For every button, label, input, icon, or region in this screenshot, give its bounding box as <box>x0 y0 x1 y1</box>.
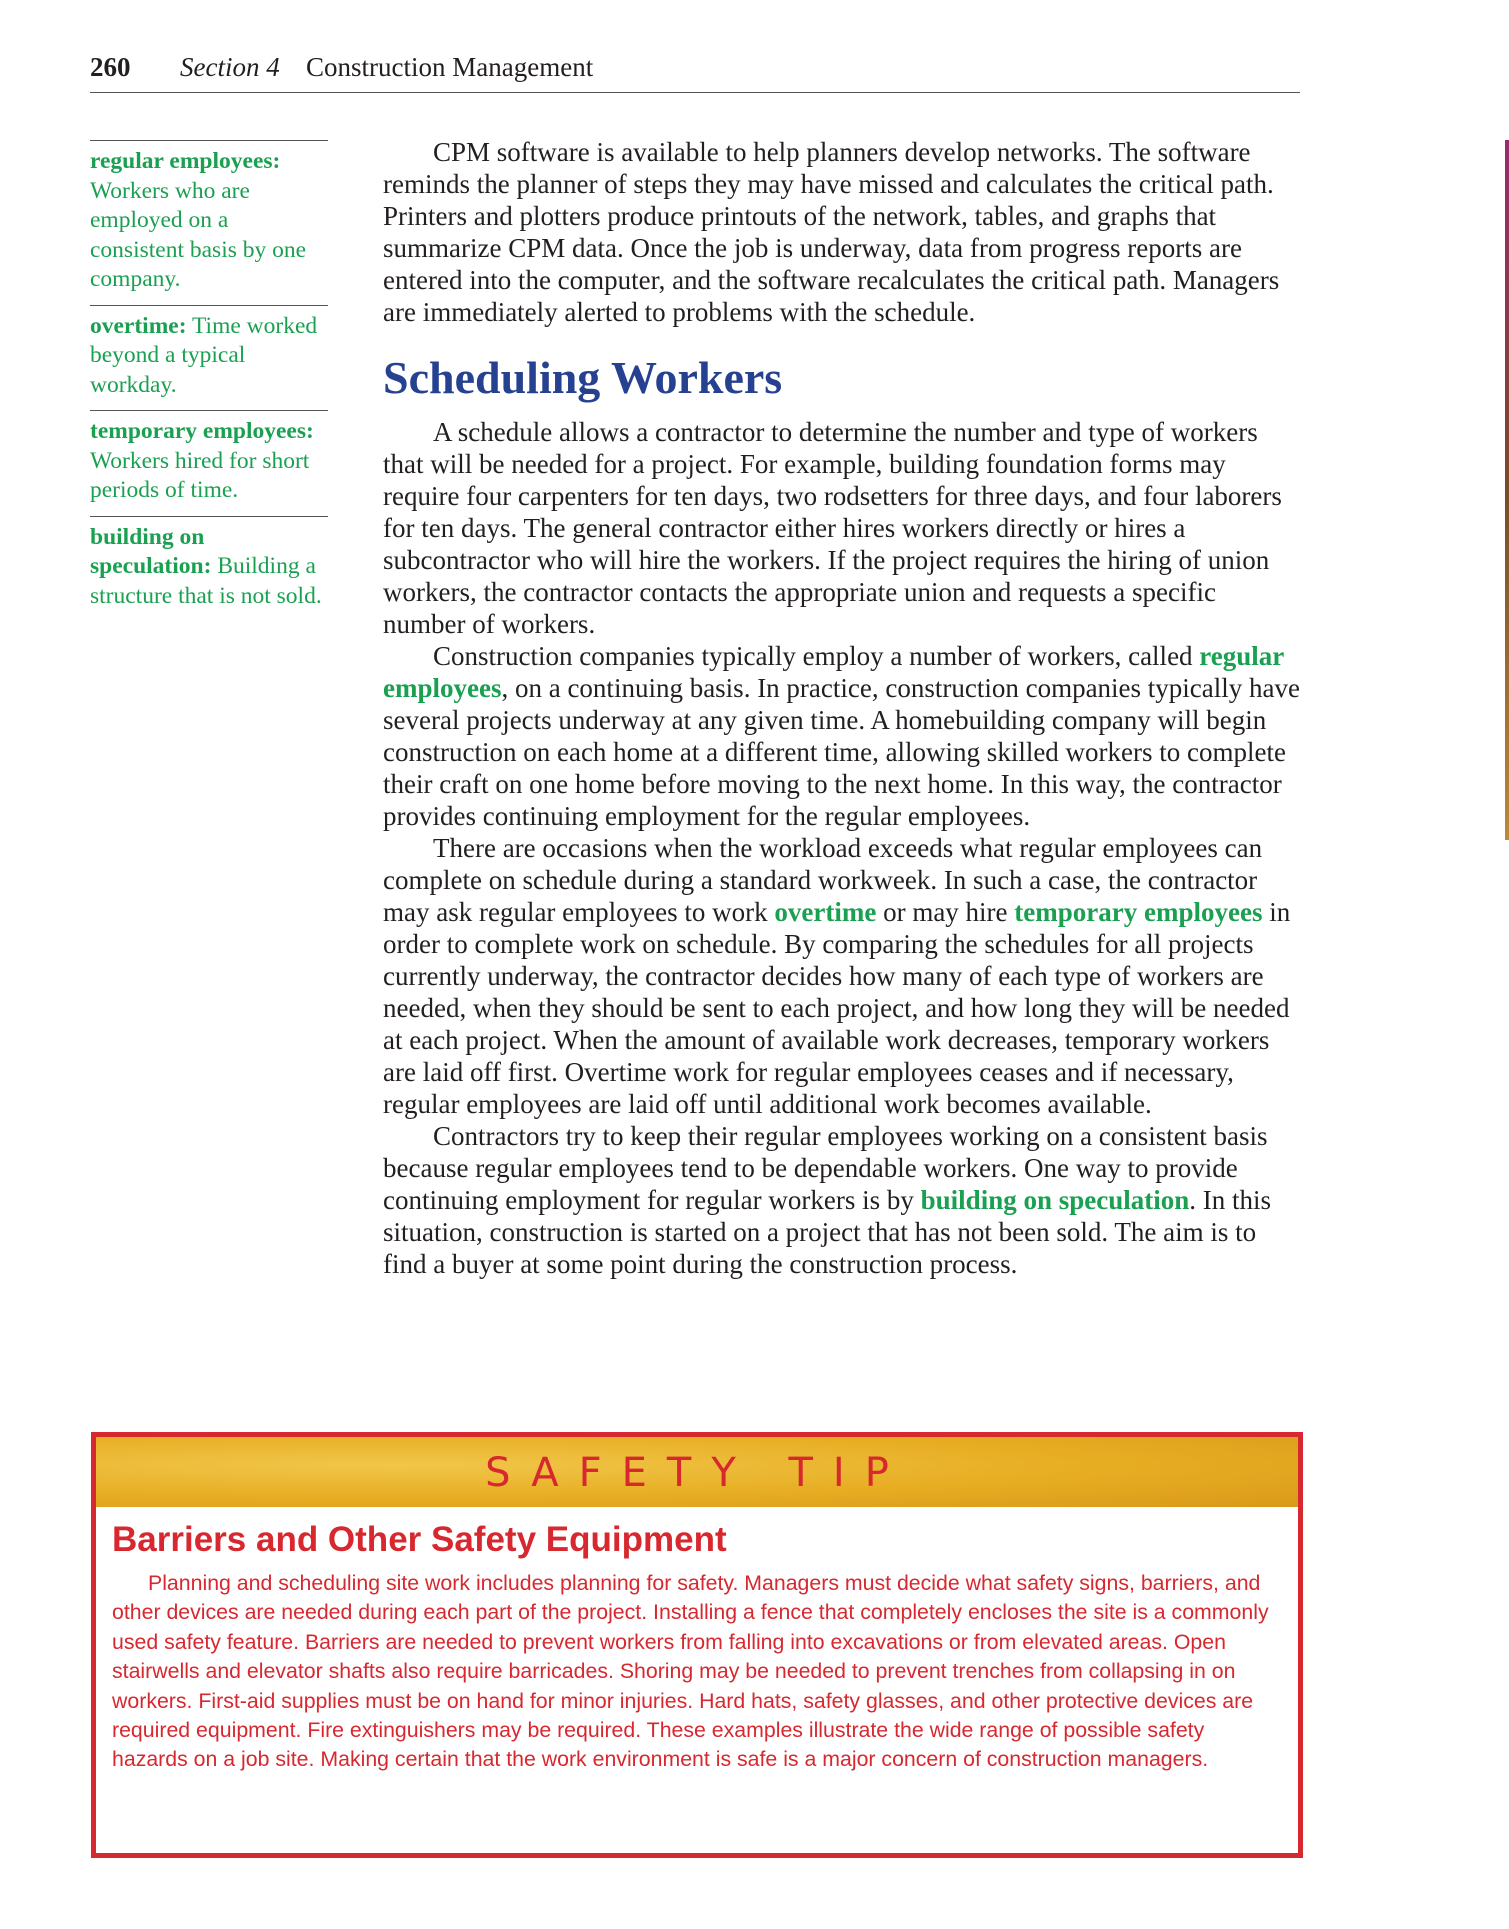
glossary-entry-building-on-speculation <box>90 516 328 622</box>
paragraph-3 <box>383 832 1301 1120</box>
keyword-regular-employees: regular employees <box>383 641 1284 703</box>
glossary-definition: Workers hired for short periods of time. <box>90 447 310 503</box>
glossary-entry-overtime <box>90 305 328 411</box>
glossary-entry-regular-employees <box>90 140 328 305</box>
glossary-definition: Building a structure that is not sold. <box>90 553 322 609</box>
glossary-term: building on speculation: <box>90 523 212 579</box>
text-run: in order to complete work on schedule. By comparing the schedules for all projects currently underway, the contractor decides how many of each type of workers are needed, when they should be sent to each project, and how long they will be needed at each project. When the amount of available work decreases, temporary workers are laid off first. Overtime work for regular employees ceases and if necessary, regular employees are laid off until additional work becomes available. <box>383 897 1291 1119</box>
glossary-entry-temporary-employees <box>90 410 328 516</box>
text-run: Contractors try to keep their regular employees working on a consistent basis because regular employees tend to be dependable workers. One way to provide continuing employment for regular workers is by <box>383 1121 1268 1215</box>
keyword-building-on-speculation: building on speculation <box>920 1185 1190 1215</box>
text-run: . In this situation, construction is started on a project that has not been sold. The aim is to find a buyer at some point during the construction process. <box>383 1185 1272 1279</box>
text-run: There are occasions when the workload exceeds what regular employees can complete on schedule during a standard workweek. In such a case, the contractor may ask regular employees to work <box>383 833 1263 927</box>
text-run: , on a continuing basis. In practice, construction companies typically have several projects underway at any given time. A homebuilding company will begin construction on each home at a different time, allowing skilled workers to complete their craft on one home before moving to the next home. In this way, the contractor provides continuing employment for the regular employees. <box>383 673 1300 831</box>
paragraph-4 <box>383 1120 1301 1280</box>
paragraph-2 <box>383 640 1301 832</box>
page-edge-image-strip <box>1505 140 1509 840</box>
safety-tip-heading: Barriers and Other Safety Equipment <box>112 1520 727 1559</box>
page-header <box>90 52 1300 93</box>
glossary-term: regular employees: <box>90 148 281 174</box>
glossary-term: overtime: <box>90 312 187 339</box>
glossary-definition: Workers who are employed on a consistent basis by one company. <box>90 177 307 292</box>
safety-tip-banner <box>96 1437 1298 1507</box>
section-heading: Scheduling Workers <box>383 352 783 403</box>
glossary-margin <box>90 140 328 621</box>
glossary-term: temporary employees: <box>90 418 314 444</box>
safety-tip-banner-label: SAFETY TIP <box>485 1450 909 1496</box>
text-run: Construction companies typically employ a number of workers, called <box>433 641 1200 671</box>
safety-tip-text: Planning and scheduling site work includes planning for safety. Managers must decide what safety signs, barriers, and other devices are needed during each part of the project. Installing a fence that completely encloses the site is a commonly used safety feature. Barriers are needed to prevent workers from falling into excavations or from elevated areas. Open stairwells and elevator shafts also require barricades. Shoring may be needed to prevent trenches from collapsing in on workers. First-aid supplies must be on hand for minor injuries. Hard hats, safety glasses, and other protective devices are required equipment. Fire extinguishers may be required. These examples illustrate the wide range of possible safety hazards on a job site. Making certain that the work environment is safe is a major concern of construction managers. <box>112 1571 1269 1772</box>
intro-paragraph: CPM software is available to help planners develop networks. The software reminds the planner of steps they may have missed and calculates the critical path. Printers and plotters produce printouts of the network, tables, and graphs that summarize CPM data. Once the job is underway, data from progress reports are entered into the computer, and the software recalculates the critical path. Managers are immediately alerted to problems with the schedule. <box>383 137 1280 327</box>
paragraph-1: A schedule allows a contractor to determine the number and type of workers that will be needed for a project. For example, building foundation forms may require four carpenters for ten days, two rodsetters for three days, and four laborers for ten days. The general contractor either hires workers directly or hires a subcontractor who will hire the workers. If the project requires the hiring of union workers, the contractor contacts the appropriate union and requests a specific number of workers. <box>383 417 1282 639</box>
keyword-temporary-employees: temporary employees <box>1014 897 1263 927</box>
section-title: Construction Management <box>306 52 594 82</box>
page-number: 260 <box>90 52 131 82</box>
main-text-column <box>383 136 1301 1280</box>
safety-tip-box <box>91 1432 1303 1858</box>
keyword-overtime: overtime <box>774 897 877 927</box>
section-label: Section 4 <box>180 52 280 82</box>
text-run: or may hire <box>876 897 1015 927</box>
glossary-definition: Time worked beyond a typical workday. <box>90 312 318 398</box>
